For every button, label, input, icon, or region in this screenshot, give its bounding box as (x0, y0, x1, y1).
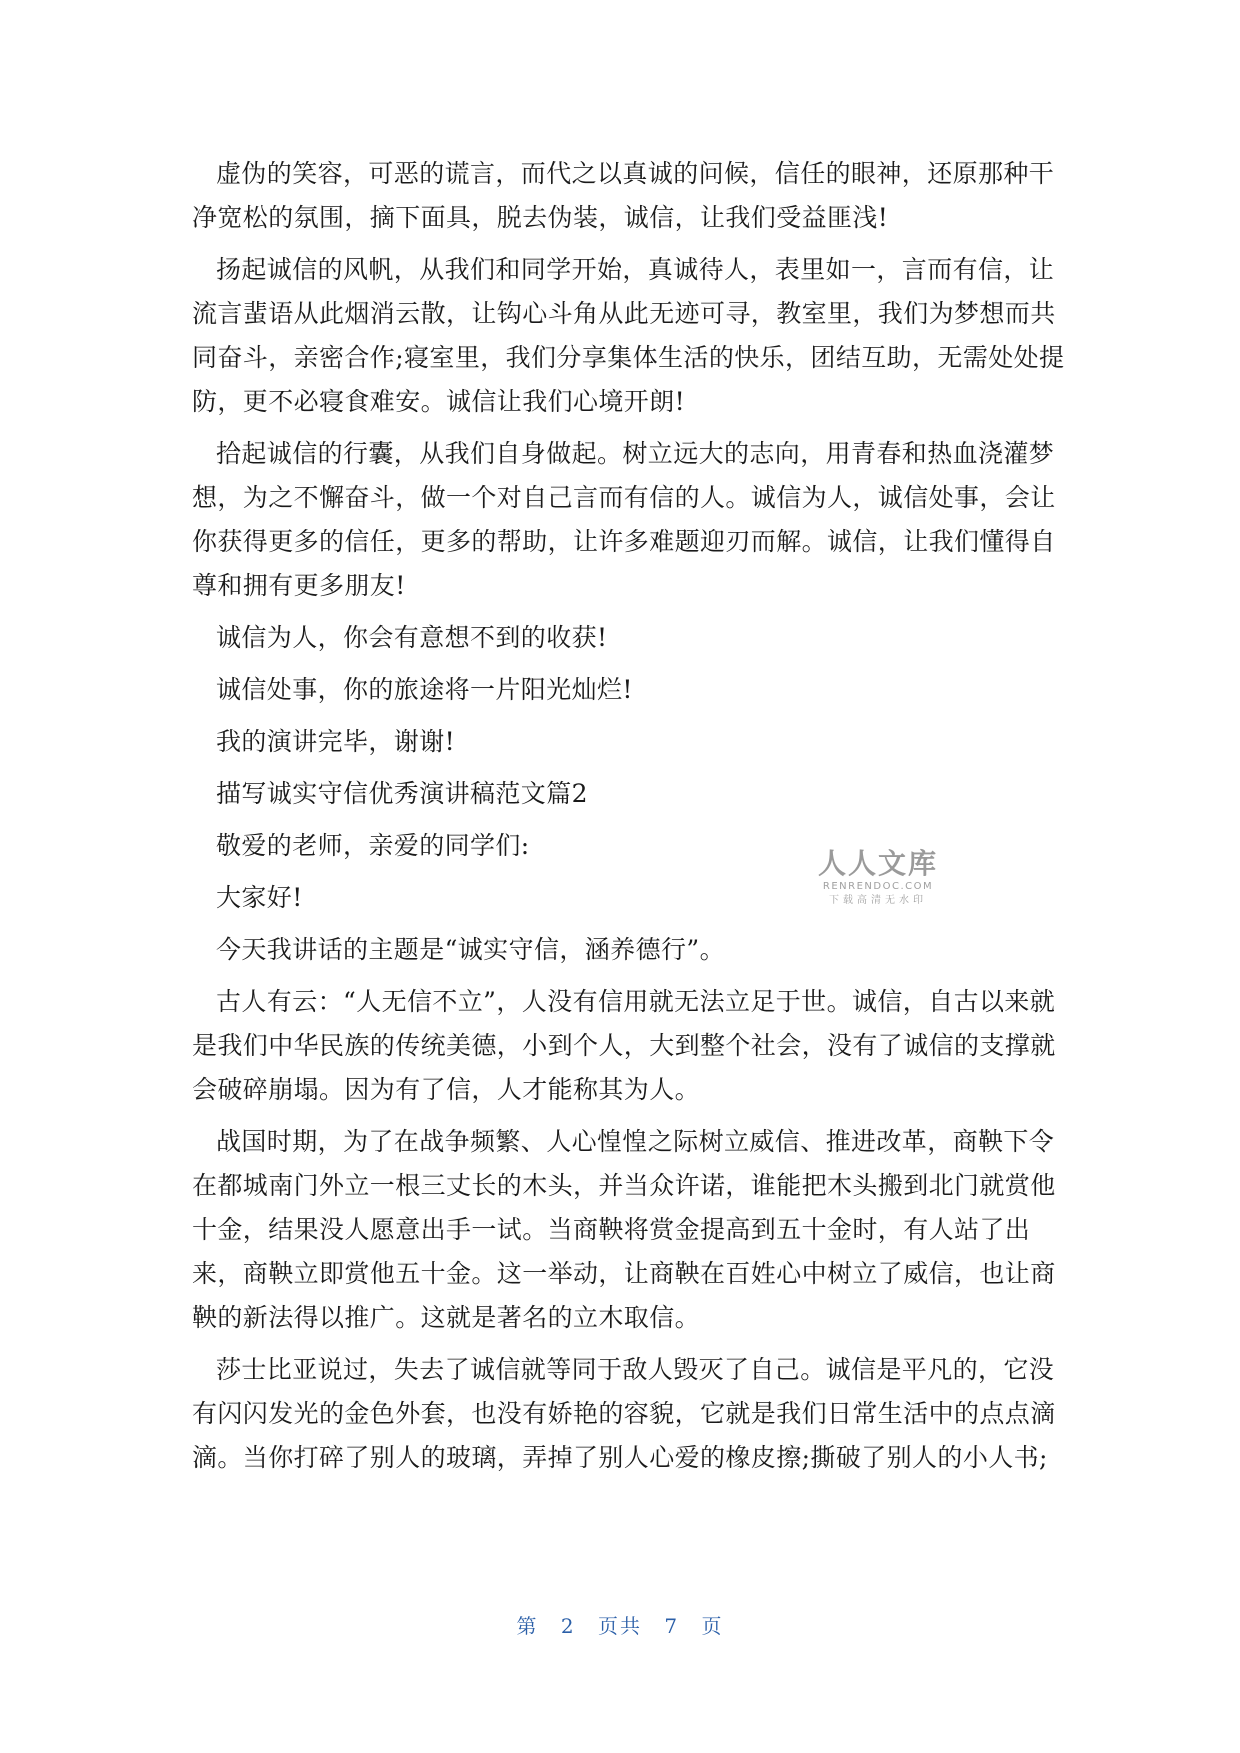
paragraph-line: 扬起诚信的风帆，从我们和同学开始，真诚待人，表里如一，言而有信，让 (216, 255, 1055, 284)
paragraph-line: 同奋斗，亲密合作;寝室里，我们分享集体生活的快乐，团结互助，无需处处提 (192, 343, 1065, 372)
paragraph (192, 1348, 1060, 1480)
paragraph-line: 鞅的新法得以推广。这就是著名的立木取信。 (192, 1303, 701, 1332)
paragraph (192, 616, 1060, 660)
paragraph-line: 会破碎崩塌。因为有了信，人才能称其为人。 (192, 1075, 701, 1104)
paragraph-line: 诚信为人，你会有意想不到的收获! (216, 623, 608, 652)
paragraph-line: 古人有云：“人无信不立”，人没有信用就无法立足于世。诚信，自古以来就 (216, 987, 1056, 1016)
paragraph (192, 432, 1060, 608)
watermark-domain: RENRENDOC.COM (822, 881, 934, 892)
paragraph (192, 668, 1060, 712)
paragraph (192, 928, 1060, 972)
paragraph-line: 想，为之不懈奋斗，做一个对自己言而有信的人。诚信为人，诚信处事，会让 (192, 483, 1056, 512)
paragraph-line: 在都城南门外立一根三丈长的木头，并当众许诺，谁能把木头搬到北门就赏他 (192, 1171, 1056, 1200)
paragraph-line: 战国时期，为了在战争频繁、人心惶惶之际树立威信、推进改革，商鞅下令 (216, 1127, 1055, 1156)
footer-current-page: 2 (560, 1614, 576, 1638)
paragraph-line: 净宽松的氛围，摘下面具，脱去伪装，诚信，让我们受益匪浅! (192, 203, 889, 232)
paragraph (192, 248, 1065, 424)
watermark-logo (808, 848, 948, 908)
paragraph-line: 今天我讲话的主题是“诚实守信，涵养德行”。 (216, 935, 725, 964)
paragraph (192, 152, 1060, 240)
paragraph-line: 防，更不必寝食难安。诚信让我们心境开朗! (192, 387, 686, 416)
paragraph-line: 我的演讲完毕，谢谢! (216, 727, 456, 756)
paragraph-line: 尊和拥有更多朋友! (192, 571, 406, 600)
footer-middle: 页共 (598, 1614, 642, 1638)
paragraph-line: 你获得更多的信任，更多的帮助，让许多难题迎刃而解。诚信，让我们懂得自 (192, 527, 1056, 556)
footer-prefix: 第 (516, 1614, 539, 1638)
paragraph-line: 是我们中华民族的传统美德，小到个人，大到整个社会，没有了诚信的支撑就 (192, 1031, 1056, 1060)
watermark-title: 人人文库 (817, 847, 938, 880)
paragraph (192, 980, 1060, 1112)
footer-total-pages: 7 (664, 1614, 680, 1638)
paragraph-line: 十金，结果没人愿意出手一试。当商鞅将赏金提高到五十金时，有人站了出 (192, 1215, 1031, 1244)
page-footer (0, 1610, 1240, 1639)
paragraph-line: 诚信处事，你的旅途将一片阳光灿烂! (216, 675, 633, 704)
footer-suffix: 页 (701, 1614, 724, 1638)
paragraph-line: 滴。当你打碎了别人的玻璃，弄掉了别人心爱的橡皮擦;撕破了别人的小人书; (192, 1443, 1048, 1472)
paragraph (192, 1120, 1060, 1340)
paragraph (192, 772, 1060, 816)
paragraph-line: 虚伪的笑容，可恶的谎言，而代之以真诚的问候，信任的眼神，还原那种干 (216, 159, 1055, 188)
paragraph-line: 敬爱的老师，亲爱的同学们: (216, 831, 530, 860)
paragraph-line: 拾起诚信的行囊，从我们自身做起。树立远大的志向，用青春和热血浇灌梦 (216, 439, 1055, 468)
watermark-subtitle: 下载高清无水印 (829, 895, 927, 906)
paragraph-line: 大家好! (216, 883, 303, 912)
paragraph-line: 莎士比亚说过，失去了诚信就等同于敌人毁灭了自己。诚信是平凡的，它没 (216, 1355, 1055, 1384)
paragraph-line: 来，商鞅立即赏他五十金。这一举动，让商鞅在百姓心中树立了威信，也让商 (192, 1259, 1056, 1288)
paragraph-line: 描写诚实守信优秀演讲稿范文篇2 (216, 779, 588, 808)
paragraph-line: 流言蜚语从此烟消云散，让钩心斗角从此无迹可寻，教室里，我们为梦想而共 (192, 299, 1056, 328)
paragraph (192, 720, 1060, 764)
paragraph-line: 有闪闪发光的金色外套，也没有娇艳的容貌，它就是我们日常生活中的点点滴 (192, 1399, 1056, 1428)
document-body (192, 152, 1065, 1488)
